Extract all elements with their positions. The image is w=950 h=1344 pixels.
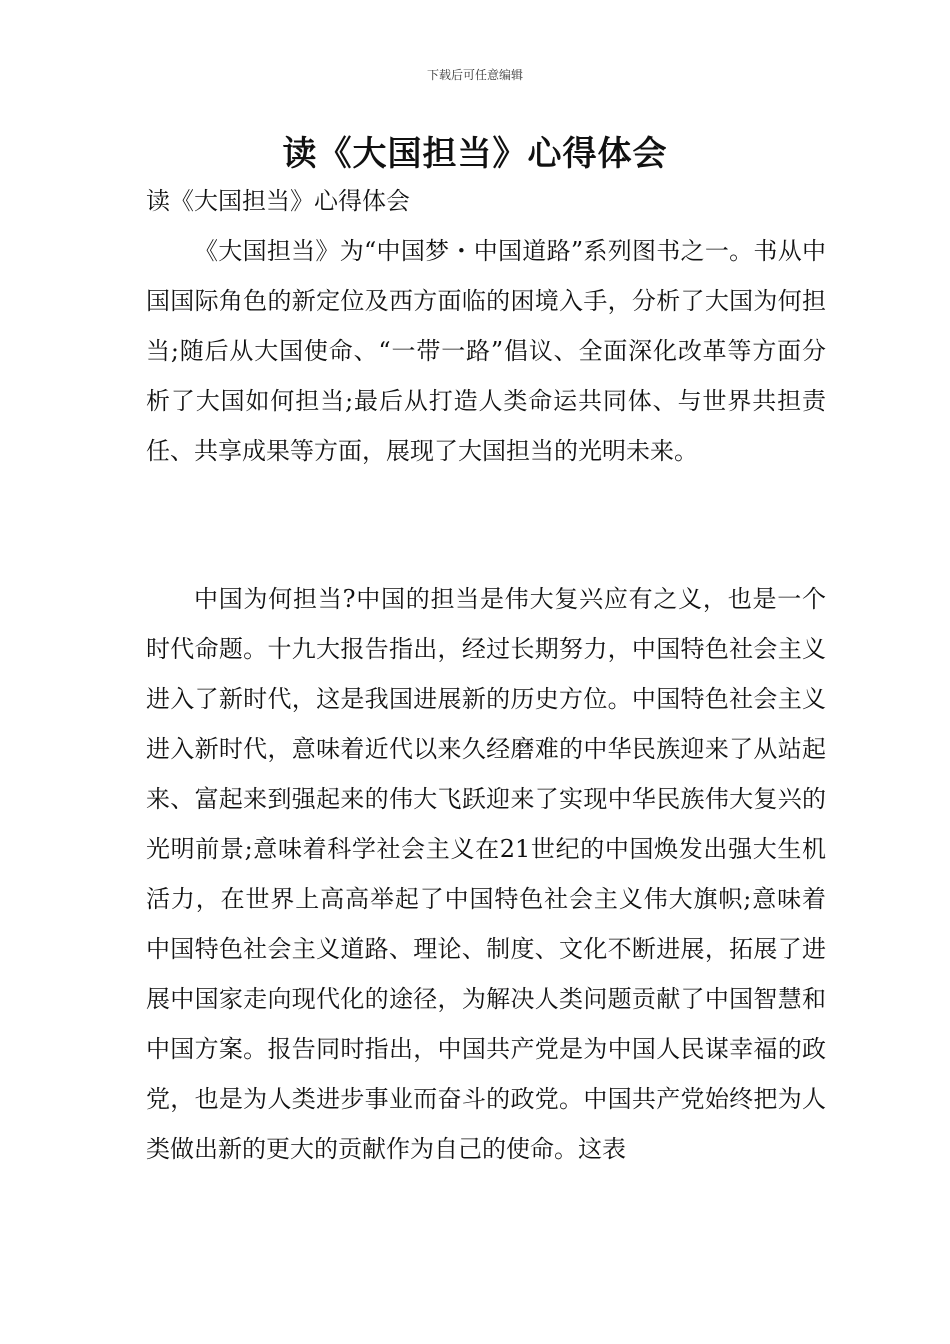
paragraph-2: 中国为何担当?中国的担当是伟大复兴应有之义，也是一个时代命题。十九大报告指出，经过长期努力，中国特色社会主义进入了新时代，这是我国进展新的历史方位。中国特色社会主义进入新时代，意味着近代以来久经磨难的中华民族迎来了从站起来、富起来到强起来的伟大飞跃迎来了实现中华民族伟大复兴的光明前景;意味着科学社会主义在21世纪的中国焕发出强大生机活力，在世界上高高举起了中国特色社会主义伟大旗帜;意味着中国特色社会主义道路、理论、制度、文化不断进展，拓展了进展中国家走向现代化的途径，为解决人类问题贡献了中国智慧和中国方案。报告同时指出，中国共产党是为中国人民谋幸福的政党，也是为人类进步事业而奋斗的政党。中国共产党始终把为人类做出新的更大的贡献作为自己的使命。这表 [146,585,826,1163]
document-subtitle: 读《大国担当》心得体会 [146,187,410,215]
header-note: 下载后可任意编辑 [426,68,523,82]
document-title: 读《大国担当》心得体会 [282,134,668,174]
paragraph-1: 《大国担当》为“中国梦・中国道路”系列图书之一。书从中国国际角色的新定位及西方面临的困境入手，分析了大国为何担当;随后从大国使命、“一带一路”倡议、全面深化改革等方面分析了大国如何担当;最后从打造人类命运共同体、与世界共担责任、共享成果等方面，展现了大国担当的光明未来。 [146,237,826,465]
